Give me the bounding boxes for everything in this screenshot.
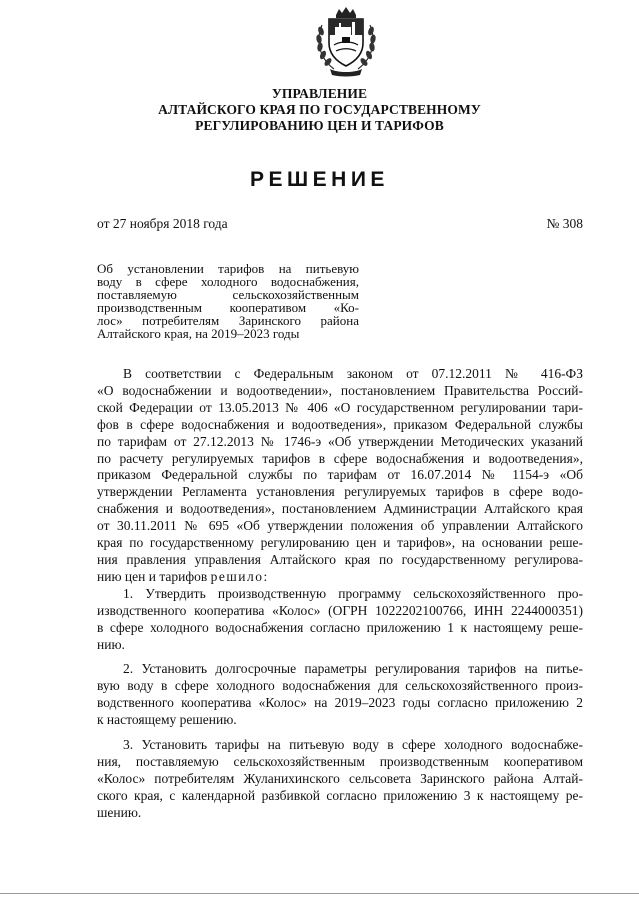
organization-name <box>0 86 639 134</box>
body-line: в сфере холодного водоснабжения согласно приложению 1 к настоящему реше- <box>97 619 583 635</box>
org-line-2: АЛТАЙСКОГО КРАЯ ПО ГОСУДАРСТВЕННОМУ <box>158 102 481 117</box>
item-2-paragraph <box>97 661 583 729</box>
coat-of-arms-emblem <box>312 5 380 77</box>
subject-line: производственным кооперативом «Ко- <box>97 300 359 315</box>
body-line: снабжения и водоотведения», постановлением Администрации Алтайского края <box>97 501 583 517</box>
body-line: шению. <box>97 804 142 820</box>
body-line: водственного кооператива «Колос» на 2019–2023 годы согласно приложению 2 <box>97 695 583 711</box>
subject-line: Об установлении тарифов на питьевую <box>97 261 359 276</box>
body-line: 3. Установить тарифы на питьевую воду в сфере холодного водоснабже- <box>123 737 583 753</box>
subject-line: лос» потребителям Заринского района <box>97 313 359 328</box>
body-line: фов в сфере водоснабжения и водоотведения», приказом Федеральной службы <box>97 416 583 432</box>
preamble-paragraph <box>97 366 583 586</box>
body-line: ского края, с календарной разбивкой согласно приложению 3 к настоящему ре- <box>97 787 583 803</box>
subject-line: воду в сфере холодного водоснабжения, <box>97 274 359 289</box>
document-title: РЕШЕНИЕ <box>250 168 389 191</box>
body-line: края по государственному регулированию цен и тарифов», на основании реше- <box>97 535 583 551</box>
body-line: ния правления управления Алтайского края по государственному регулирова- <box>97 551 583 567</box>
document-body <box>97 366 583 822</box>
resolved-word: решило: <box>210 568 269 584</box>
body-line: «Колос» потребителям Жуланихинского сельсовета Заринского района Алтай- <box>97 770 583 786</box>
org-line-1: УПРАВЛЕНИЕ <box>271 86 368 101</box>
org-line-3: РЕГУЛИРОВАНИЮ ЦЕН И ТАРИФОВ <box>195 118 444 133</box>
item-3-paragraph <box>97 737 583 822</box>
item-1-paragraph <box>97 586 583 654</box>
body-line: по расчету регулируемых тарифов в сфере водоснабжения и водоотведения», <box>97 450 583 466</box>
body-line: утверждении Регламента установления регулируемых тарифов в сфере водо- <box>97 484 583 500</box>
page-bottom-divider <box>0 893 639 894</box>
document-subject <box>97 262 359 340</box>
body-line: к настоящему решению. <box>97 712 237 728</box>
body-line: ской Федерации от 13.05.2013 № 406 «О государственном регулировании тари- <box>97 399 583 415</box>
body-line: В соответствии с Федеральным законом от 07.12.2011 № 416-ФЗ <box>123 366 583 381</box>
body-line: «О водоснабжении и водоотведении», постановлением Правительства Россий- <box>97 382 583 398</box>
body-line: по тарифам от 27.12.2013 № 1746-э «Об утверждении Методических указаний <box>97 433 583 449</box>
body-line: 1. Утвердить производственную программу сельскохозяйственного про- <box>123 585 583 601</box>
body-line: ния, поставляемую сельскохозяйственным производственным кооперативом <box>97 753 583 769</box>
body-line: приказом Федеральной службы по тарифам от 16.07.2014 № 1154-э «Об <box>97 467 583 483</box>
document-date: от 27 ноября 2018 года <box>97 216 228 231</box>
subject-line: поставляемую сельскохозяйственным <box>97 287 359 302</box>
body-line-text: нию цен и тарифов <box>97 568 211 584</box>
body-line: вую воду в сфере холодного водоснабжения для сельскохозяйственного произ- <box>97 678 583 694</box>
body-line: 2. Установить долгосрочные параметры регулирования тарифов на питье- <box>123 661 583 677</box>
document-number: № 308 <box>546 216 583 231</box>
body-line: изводственного кооператива «Колос» (ОГРН 1022202100766, ИНН 2244000351) <box>97 602 583 618</box>
subject-line: Алтайского края, на 2019–2023 годы <box>97 326 300 341</box>
body-line <box>97 569 583 586</box>
body-line: от 30.11.2011 № 695 «Об утверждении положения об управлении Алтайского <box>97 518 583 534</box>
body-line: нию. <box>97 636 125 652</box>
